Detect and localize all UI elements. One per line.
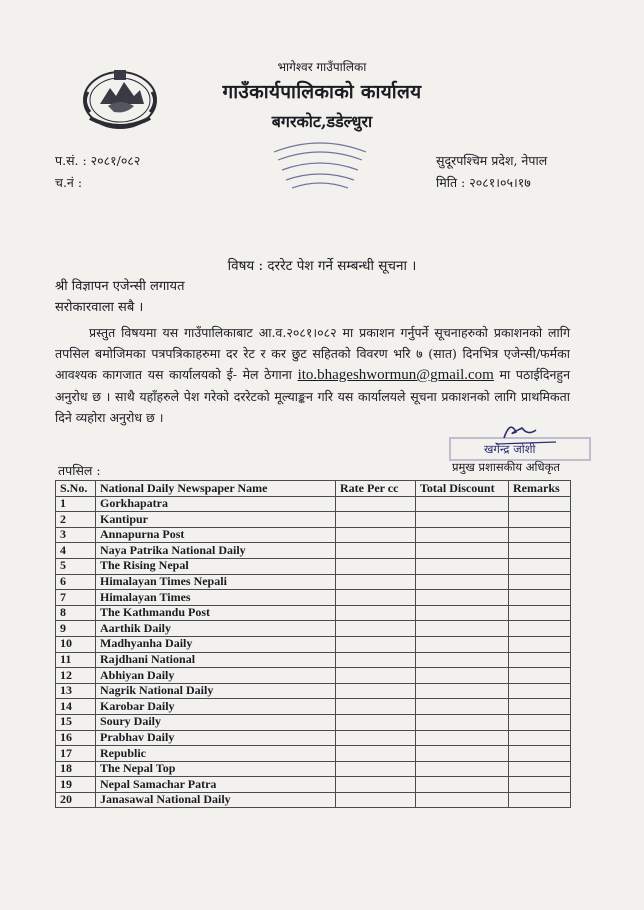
cell-sno: 5 <box>56 558 96 574</box>
cell-rate-per-cc[interactable] <box>336 574 416 590</box>
cell-total-discount[interactable] <box>416 652 509 668</box>
cell-remarks[interactable] <box>509 621 571 637</box>
header-newspaper-name: National Daily Newspaper Name <box>96 481 336 497</box>
cell-rate-per-cc[interactable] <box>336 512 416 528</box>
addressee-line-2: सरोकारवाला सबै । <box>55 300 144 315</box>
cell-remarks[interactable] <box>509 496 571 512</box>
cell-remarks[interactable] <box>509 746 571 762</box>
table-row <box>56 730 571 746</box>
tapasil-label: तपसिल : <box>58 463 101 478</box>
cell-total-discount[interactable] <box>416 761 509 777</box>
header-total-discount: Total Discount <box>416 481 509 497</box>
cell-total-discount[interactable] <box>416 558 509 574</box>
cell-sno: 1 <box>56 496 96 512</box>
cell-remarks[interactable] <box>509 512 571 528</box>
table-row <box>56 527 571 543</box>
cell-sno: 13 <box>56 683 96 699</box>
reference-number: प.सं. : २०८१/०८२ <box>55 153 141 168</box>
province-label: सुदूरपश्चिम प्रदेश, नेपाल <box>436 153 548 168</box>
cell-rate-per-cc[interactable] <box>336 668 416 684</box>
cell-total-discount[interactable] <box>416 574 509 590</box>
cell-total-discount[interactable] <box>416 777 509 793</box>
table-row <box>56 714 571 730</box>
cell-total-discount[interactable] <box>416 730 509 746</box>
cell-total-discount[interactable] <box>416 714 509 730</box>
cell-remarks[interactable] <box>509 605 571 621</box>
dispatch-number: च.नं : <box>55 175 83 190</box>
notice-body-text-2: मा पठाईदिनहुन अनुरोध छ । साथै यहाँहरुले पेश गरेको दररेटको मूल्याङ्कन गरि यस कार्यालयले सूचना प्रकाशनको लागि प्राथमिकता दिने व्यहोरा अनुरोध छ । <box>55 367 571 425</box>
cell-total-discount[interactable] <box>416 527 509 543</box>
cell-rate-per-cc[interactable] <box>336 543 416 559</box>
cell-remarks[interactable] <box>509 543 571 559</box>
table-header-row <box>56 481 571 497</box>
cell-rate-per-cc[interactable] <box>336 621 416 637</box>
cell-rate-per-cc[interactable] <box>336 746 416 762</box>
table-row <box>56 652 571 668</box>
cell-sno: 19 <box>56 777 96 793</box>
notice-body-text-1: प्रस्तुत विषयमा यस गाउँपालिकाबाट आ.व.२०८१।०८२ मा प्रकाशन गर्नुपर्ने सूचनाहरुको प्रकाशनको लागि तपसिल बमोजिमका पत्रपत्रिकाहरुमा दर रेट र कर छुट सहितको विवरण भरि ७ (सात) दिनभित्र एजेन्सी/फर्मका आवश्यक कागजात यस कार्यालयको ई- मेल ठेगाना <box>55 325 570 382</box>
cell-remarks[interactable] <box>509 777 571 793</box>
cell-sno: 11 <box>56 652 96 668</box>
cell-remarks[interactable] <box>509 699 571 715</box>
cell-sno: 4 <box>56 543 96 559</box>
table-row <box>56 636 571 652</box>
table-row <box>56 668 571 684</box>
signatory-title: प्रमुख प्रशासकीय अधिकृत <box>452 460 560 474</box>
cell-rate-per-cc[interactable] <box>336 652 416 668</box>
cell-remarks[interactable] <box>509 730 571 746</box>
cell-total-discount[interactable] <box>416 590 509 606</box>
cell-sno: 3 <box>56 527 96 543</box>
cell-remarks[interactable] <box>509 714 571 730</box>
cell-remarks[interactable] <box>509 558 571 574</box>
cell-sno: 9 <box>56 621 96 637</box>
cell-sno: 6 <box>56 574 96 590</box>
cell-sno: 10 <box>56 636 96 652</box>
cell-newspaper-name: The Nepal Top <box>96 761 336 777</box>
cell-newspaper-name: Nepal Samachar Patra <box>96 777 336 793</box>
cell-sno: 17 <box>56 746 96 762</box>
cell-total-discount[interactable] <box>416 496 509 512</box>
table-row <box>56 496 571 512</box>
table-row <box>56 574 571 590</box>
cell-newspaper-name: Himalayan Times Nepali <box>96 574 336 590</box>
cell-newspaper-name: The Rising Nepal <box>96 558 336 574</box>
cell-newspaper-name: Naya Patrika National Daily <box>96 543 336 559</box>
cell-newspaper-name: Aarthik Daily <box>96 621 336 637</box>
table-row <box>56 792 571 808</box>
cell-newspaper-name: Kantipur <box>96 512 336 528</box>
cell-remarks[interactable] <box>509 574 571 590</box>
cell-total-discount[interactable] <box>416 792 509 808</box>
cell-remarks[interactable] <box>509 652 571 668</box>
header-rate-per-cc: Rate Per cc <box>336 481 416 497</box>
cell-rate-per-cc[interactable] <box>336 761 416 777</box>
table-row <box>56 746 571 762</box>
cell-total-discount[interactable] <box>416 621 509 637</box>
cell-sno: 20 <box>56 792 96 808</box>
cell-rate-per-cc[interactable] <box>336 683 416 699</box>
cell-newspaper-name: Rajdhani National <box>96 652 336 668</box>
table-row <box>56 605 571 621</box>
office-stamp-icon <box>268 140 372 190</box>
cell-rate-per-cc[interactable] <box>336 590 416 606</box>
cell-rate-per-cc[interactable] <box>336 792 416 808</box>
cell-sno: 16 <box>56 730 96 746</box>
cell-rate-per-cc[interactable] <box>336 714 416 730</box>
cell-sno: 12 <box>56 668 96 684</box>
cell-rate-per-cc[interactable] <box>336 699 416 715</box>
cell-remarks[interactable] <box>509 668 571 684</box>
cell-total-discount[interactable] <box>416 683 509 699</box>
cell-rate-per-cc[interactable] <box>336 558 416 574</box>
header-sno: S.No. <box>56 481 96 497</box>
cell-rate-per-cc[interactable] <box>336 636 416 652</box>
cell-newspaper-name: Abhiyan Daily <box>96 668 336 684</box>
table-row <box>56 683 571 699</box>
notice-body <box>55 322 570 428</box>
letterhead-municipality: भागेश्वर गाउँपालिका <box>277 60 367 74</box>
letterhead-office: गाउँकार्यपालिकाको कार्यालय <box>222 81 422 103</box>
cell-sno: 14 <box>56 699 96 715</box>
table-row <box>56 558 571 574</box>
cell-newspaper-name: Himalayan Times <box>96 590 336 606</box>
cell-total-discount[interactable] <box>416 605 509 621</box>
table-row <box>56 761 571 777</box>
table-row <box>56 512 571 528</box>
cell-sno: 15 <box>56 714 96 730</box>
cell-newspaper-name: Karobar Daily <box>96 699 336 715</box>
cell-newspaper-name: Annapurna Post <box>96 527 336 543</box>
table-row <box>56 777 571 793</box>
cell-total-discount[interactable] <box>416 746 509 762</box>
cell-newspaper-name: Nagrik National Daily <box>96 683 336 699</box>
cell-total-discount[interactable] <box>416 512 509 528</box>
letterhead-address: बगरकोट,डडेल्धुरा <box>271 112 373 131</box>
cell-newspaper-name: Republic <box>96 746 336 762</box>
addressee-line-1: श्री विज्ञापन एजेन्सी लगायत <box>55 279 185 294</box>
cell-newspaper-name: Prabhav Daily <box>96 730 336 746</box>
letter-date: मिति : २०८१।०५।१७ <box>436 175 531 190</box>
cell-sno: 7 <box>56 590 96 606</box>
signatory-name: खगेन्द्र जोशी <box>484 442 536 456</box>
cell-remarks[interactable] <box>509 590 571 606</box>
email-link[interactable]: ito.bhageshwormun@gmail.com <box>297 367 494 383</box>
cell-remarks[interactable] <box>509 761 571 777</box>
cell-rate-per-cc[interactable] <box>336 730 416 746</box>
cell-remarks[interactable] <box>509 683 571 699</box>
table-row <box>56 543 571 559</box>
cell-remarks[interactable] <box>509 636 571 652</box>
cell-rate-per-cc[interactable] <box>336 527 416 543</box>
cell-newspaper-name: Janasawal National Daily <box>96 792 336 808</box>
cell-sno: 8 <box>56 605 96 621</box>
cell-sno: 18 <box>56 761 96 777</box>
newspaper-rate-table <box>55 480 571 808</box>
cell-rate-per-cc[interactable] <box>336 496 416 512</box>
cell-total-discount[interactable] <box>416 699 509 715</box>
cell-rate-per-cc[interactable] <box>336 605 416 621</box>
cell-total-discount[interactable] <box>416 543 509 559</box>
table-row <box>56 590 571 606</box>
table-row <box>56 699 571 715</box>
cell-remarks[interactable] <box>509 792 571 808</box>
table-row <box>56 621 571 637</box>
cell-total-discount[interactable] <box>416 636 509 652</box>
cell-total-discount[interactable] <box>416 668 509 684</box>
cell-newspaper-name: Gorkhapatra <box>96 496 336 512</box>
header-remarks: Remarks <box>509 481 571 497</box>
cell-newspaper-name: The Kathmandu Post <box>96 605 336 621</box>
cell-remarks[interactable] <box>509 527 571 543</box>
cell-rate-per-cc[interactable] <box>336 777 416 793</box>
cell-sno: 2 <box>56 512 96 528</box>
cell-newspaper-name: Madhyanha Daily <box>96 636 336 652</box>
cell-newspaper-name: Soury Daily <box>96 714 336 730</box>
subject-line: विषय : दररेट पेश गर्ने सम्बन्धी सूचना । <box>227 258 417 274</box>
